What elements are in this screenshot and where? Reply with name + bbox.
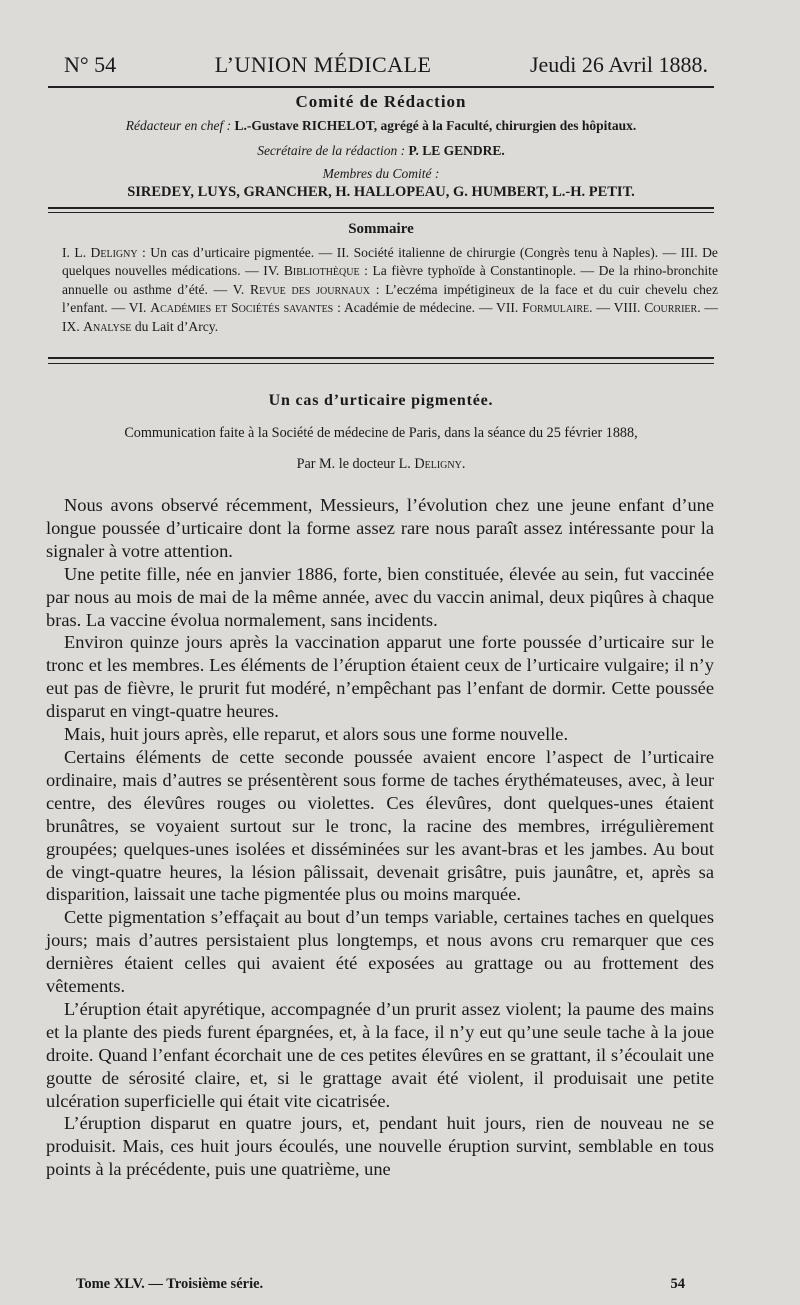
secretary-label: Secrétaire de la rédaction : — [257, 143, 406, 158]
sommaire-item — [62, 319, 218, 334]
paragraph: L’éruption disparut en quatre jours, et, pendant huit jours, rien de nouveau ne se produisit. Mais, ces huit jours écoulés, une nouvelle éruption survint, semblable en tous points à la précédente, puis une quatrième, une — [46, 1113, 714, 1180]
article-title: Un cas d’urticaire pigmentée. — [268, 392, 494, 409]
sommaire-item-number: VII. — [496, 300, 519, 316]
journal-title: L’UNION MÉDICALE — [214, 52, 432, 77]
sommaire-item-text: : Un cas d’urticaire pigmentée. — — [137, 245, 337, 260]
sommaire-item — [337, 245, 681, 260]
page-footer — [76, 1276, 685, 1293]
page-header — [64, 52, 708, 78]
sommaire-item — [62, 245, 337, 260]
secretary-name: P. LE GENDRE. — [408, 143, 505, 158]
sommaire-item — [614, 300, 718, 315]
sommaire-item-number: III. — [680, 245, 698, 260]
sommaire-item-heading: Formulaire — [522, 300, 590, 316]
sommaire-item-text: : La fièvre typhoïde à Constantinople. — De la rhino-bronchite annuelle ou asthme d’été. — — [62, 263, 718, 297]
sommaire-item-text: : Académie de médecine. — — [333, 300, 497, 316]
paragraph: L’éruption était apyrétique, accompagnée d’un prurit assez violent; la paume des mains et la plante des pieds furent épargnées, et, à la face, il n’y eut qu’une seule tache à la joue droite. Quand l’enfant écorchait une de ces petites élevûres en se grattant, il s’écoulait une goutte de sérosité claire, et, si le grattage avait été violent, il produisait une petite ulcération superficielle qui était vite cicatrisée. — [46, 998, 714, 1111]
article-subtitle: Communication faite à la Société de médecine de Paris, dans la séance du 25 février 1888, — [124, 425, 638, 441]
sommaire-item-text: . — — [589, 300, 614, 316]
secretary-line — [48, 143, 714, 159]
editor-line — [48, 118, 714, 134]
article-body — [46, 494, 714, 1181]
sommaire-item-number: I. — [62, 245, 70, 260]
issue-number: N° 54 — [64, 52, 117, 77]
header-rule — [48, 86, 714, 88]
sommaire-item — [496, 300, 614, 315]
sommaire-item-number: IX. — [62, 318, 80, 334]
paragraph: Nous avons observé récemment, Messieurs, l’évolution chez une jeune enfant d’une longue poussée d’urticaire dont la forme assez rare nous paraît assez intéressante pour la signaler à votre attention. — [46, 495, 714, 561]
footer-tome: Tome XLV. — Troisième série. — [76, 1276, 264, 1292]
sommaire-item-number: II. — [336, 245, 350, 260]
paragraph: Environ quinze jours après la vaccination apparut une forte poussée d’urticaire sur le tronc et les membres. Les éléments de l’éruption étaient ceux de l’urticaire vulgaire; il n’y eut pas de fièvre, le prurit fut modéré, n’empêchant pas l’enfant de dormir. Cette poussée disparut en vingt-quatre heures. — [46, 632, 714, 722]
committee-rule-thin — [48, 212, 714, 213]
sommaire-list — [62, 244, 718, 336]
paragraph: Mais, huit jours après, elle reparut, et alors sous une forme nouvelle. — [64, 724, 569, 745]
sommaire-title: Sommaire — [348, 221, 414, 237]
byline-author: Deligny — [414, 456, 462, 472]
sommaire-item-heading: L. Deligny — [74, 245, 138, 260]
sommaire-item-number: VI. — [128, 300, 147, 316]
committee-title: Comité de Rédaction — [295, 92, 467, 111]
issue-date: Jeudi 26 Avril 1888. — [529, 52, 708, 77]
members-label: Membres du Comité : — [322, 166, 440, 181]
sommaire-item-text: Société italienne de chirurgie (Congrès tenu à Naples). — — [353, 245, 681, 260]
sommaire-item-text: : L’eczéma impétigineux de la face et du cuir chevelu chez l’enfant. — — [62, 281, 718, 316]
paragraph: Une petite fille, née en janvier 1886, forte, bien constituée, élevée au sein, fut vaccinée par nous au mois de mai de la même année, avec du vaccin animal, deux piqûres à chaque bras. La vaccine évolua normalement, sans incidents. — [46, 563, 714, 630]
paragraph: Cette pigmentation s’effaçait au bout d’un temps variable, certaines taches en quelques jours; mais d’autres persistaient plus longtemps, et nous avons cru remarquer que ces dernières étaient celles qui avaient été exposées au grattage ou au frottement des vêtements. — [46, 907, 714, 997]
sommaire-item-heading: Revue des journaux — [250, 281, 370, 297]
sommaire-item-text: du Lait d’Arcy. — [131, 318, 219, 334]
editor-label: Rédacteur en chef : — [125, 118, 232, 133]
article-byline — [48, 456, 714, 473]
byline-suffix: . — [461, 456, 466, 472]
sommaire-item-number: VIII. — [613, 300, 641, 316]
sommaire-rule — [48, 357, 714, 359]
sommaire-item-text: . — — [697, 300, 719, 316]
byline-prefix: Par M. le docteur L. — [296, 456, 411, 472]
paragraph: Certains éléments de cette seconde poussée avaient encore l’aspect de l’urticaire ordinaire, mais d’autres se présentèrent sous forme de taches érythémateuses, avec, à leur centre, des élevûres rouges ou violettes. Ces élevûres, dont quelques-unes étaient brunâtres, se voyaient surtout sur le tronc, la racine des membres, irrégulièrement groupées; quelques-unes isolées et disséminées sur les avant-bras et les jambes. Au bout de vingt-quatre heures, la lésion pâlissait, devenait grisâtre, puis jaunâtre, et, après sa disparition, laissait une tache pigmentée plus ou moins marquée. — [46, 746, 714, 905]
sommaire-item-heading: Bibliothèque — [283, 263, 360, 279]
sommaire-item-heading: Analyse — [83, 318, 132, 334]
sommaire-item-number: IV. — [263, 263, 280, 279]
sommaire-item-heading: Courrier — [644, 300, 698, 316]
sommaire-item-number: V. — [232, 281, 245, 297]
sommaire-item-text: De quelques nouvelles médications. — — [62, 245, 718, 279]
committee-rule — [48, 207, 714, 209]
members-list: SIREDEY, LUYS, GRANCHER, H. HALLOPEAU, G. HUMBERT, L.-H. PETIT. — [127, 184, 635, 200]
editor-name: L.-Gustave RICHELOT, agrégé à la Faculté, chirurgien des hôpitaux. — [234, 118, 637, 133]
sommaire-item — [129, 300, 496, 315]
sommaire-item-heading: Académies et Sociétés savantes — [150, 300, 334, 316]
sommaire-rule-thin — [48, 363, 714, 364]
footer-page-number: 54 — [670, 1276, 685, 1292]
